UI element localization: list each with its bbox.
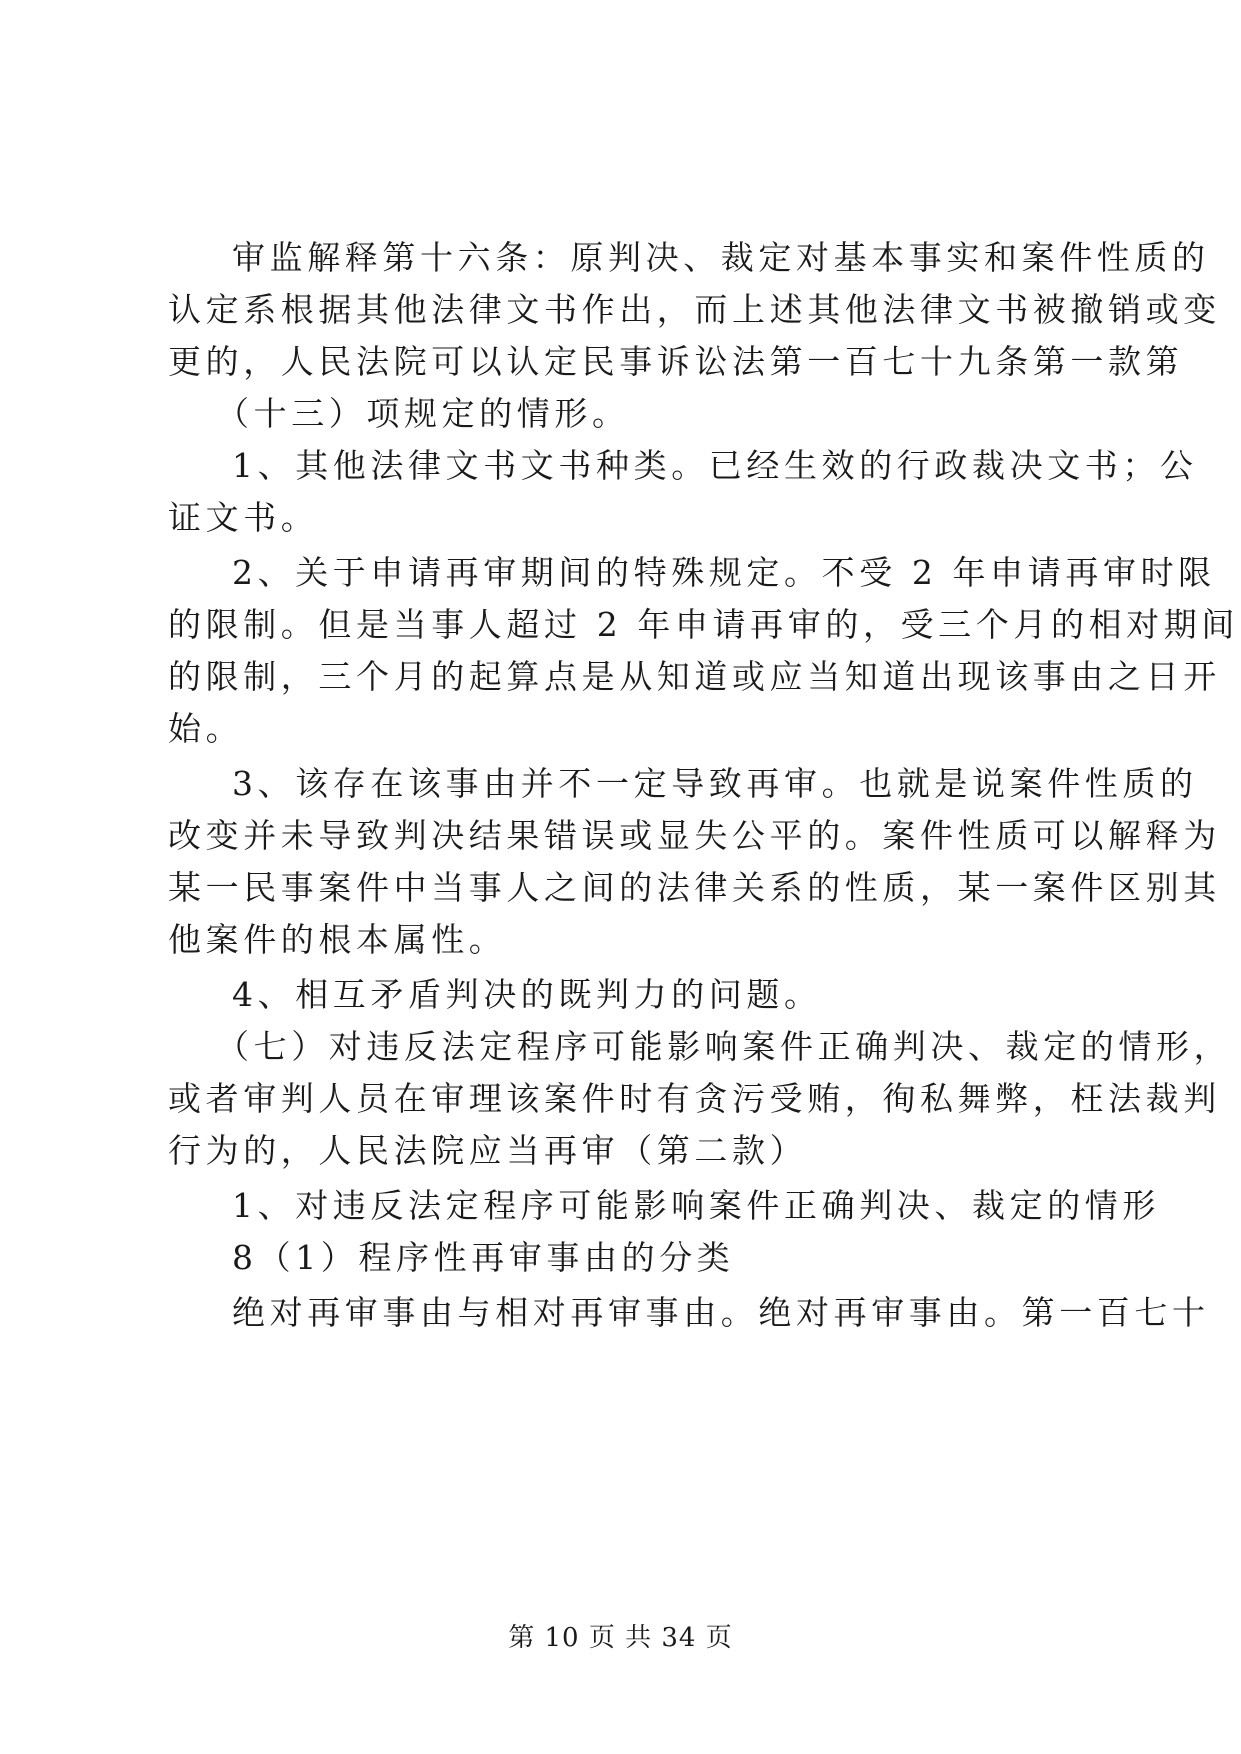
text-line-2: 认定系根据其他法律文书作出，而上述其他法律文书被撤销或变 (168, 290, 1221, 329)
text-line-4: （十三）项规定的情形。 (216, 394, 630, 433)
text-line-10: 始。 (168, 709, 244, 748)
text-line-8: 的限制。但是当事人超过 2 年申请再审的，受三个月的相对期间 (168, 605, 1239, 644)
text-line-20: 8（1）程序性再审事由的分类 (232, 1238, 735, 1277)
text-line-3: 更的，人民法院可以认定民事诉讼法第一百七十九条第一款第 (168, 342, 1184, 381)
text-line-17: 或者审判人员在审理该案件时有贪污受贿，徇私舞弊，枉法裁判 (168, 1079, 1221, 1118)
text-line-19: 1、对违反法定程序可能影响案件正确判决、裁定的情形 (232, 1186, 1160, 1225)
text-line-21: 绝对再审事由与相对再审事由。绝对再审事由。第一百七十 (232, 1293, 1210, 1332)
text-line-12: 改变并未导致判决结果错误或显失公平的。案件性质可以解释为 (168, 816, 1221, 855)
text-line-6: 证文书。 (168, 498, 319, 537)
text-line-7: 2、关于申请再审期间的特殊规定。不受 2 年申请再审时限 (232, 553, 1216, 592)
page-number-footer: 第 10 页 共 34 页 (508, 1623, 733, 1653)
text-line-15: 4、相互矛盾判决的既判力的问题。 (232, 975, 822, 1014)
text-line-14: 他案件的根本属性。 (168, 920, 507, 959)
text-line-13: 某一民事案件中当事人之间的法律关系的性质，某一案件区别其 (168, 868, 1221, 907)
text-line-18: 行为的，人民法院应当再审（第二款） (168, 1131, 808, 1170)
text-line-5: 1、其他法律文书文书种类。已经生效的行政裁决文书；公 (232, 446, 1198, 485)
text-line-1: 审监解释第十六条：原判决、裁定对基本事实和案件性质的 (232, 238, 1210, 277)
text-line-9: 的限制，三个月的起算点是从知道或应当知道出现该事由之日开 (168, 657, 1221, 696)
text-line-16: （七）对违反法定程序可能影响案件正确判决、裁定的情形， (216, 1027, 1232, 1066)
text-line-11: 3、该存在该事由并不一定导致再审。也就是说案件性质的 (232, 764, 1198, 803)
